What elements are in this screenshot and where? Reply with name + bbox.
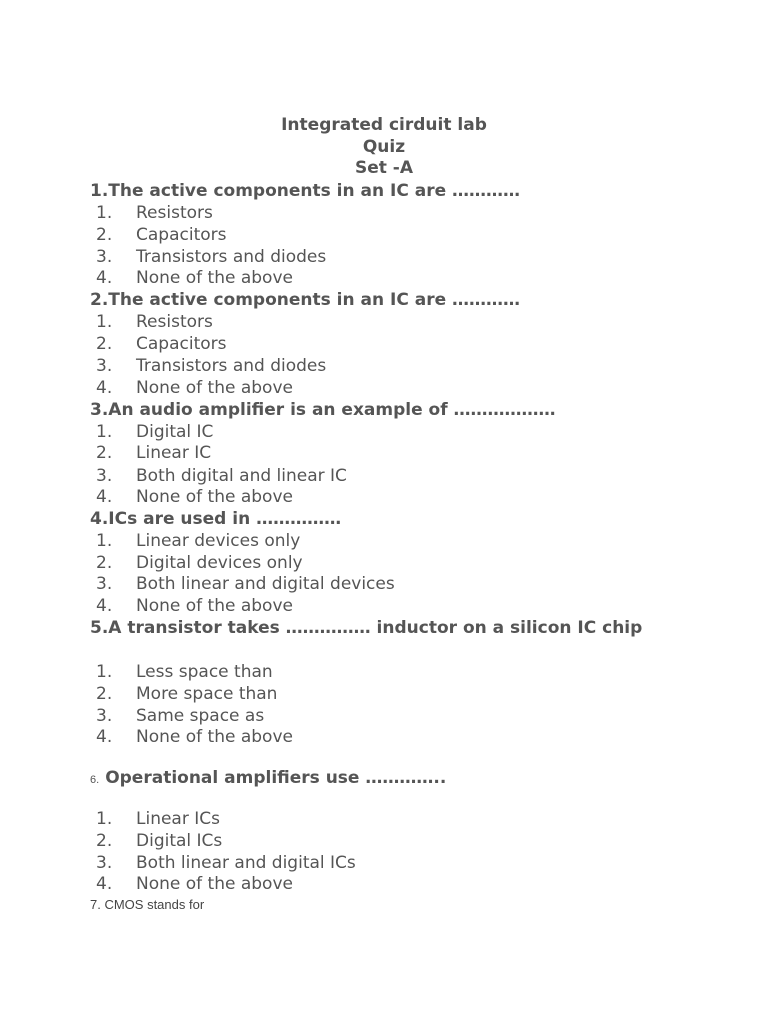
question-7: 7. CMOS stands for — [90, 897, 205, 912]
option-text: Resistors — [136, 203, 213, 223]
option-number: 4. — [96, 874, 113, 894]
option-text: Resistors — [136, 312, 213, 332]
question-3-option-3 — [96, 465, 347, 487]
question-6-option-1 — [96, 808, 220, 830]
option-number: 1. — [96, 531, 113, 551]
option-text: Linear IC — [136, 443, 212, 463]
option-number: 2. — [96, 334, 113, 354]
option-number: 4. — [96, 596, 113, 616]
question-4-option-4 — [96, 595, 293, 617]
option-number: 2. — [96, 553, 113, 573]
option-text: None of the above — [136, 596, 293, 616]
question-1-option-1 — [96, 202, 213, 224]
option-number: 4. — [96, 378, 113, 398]
option-text: None of the above — [136, 268, 293, 288]
option-text: Digital ICs — [136, 831, 223, 851]
question-5-option-2 — [96, 683, 277, 705]
option-text: Transistors and diodes — [136, 356, 327, 376]
option-text: Both linear and digital ICs — [136, 853, 356, 873]
option-text: None of the above — [136, 727, 293, 747]
question-6-text: Operational amplifiers use ………….. — [105, 768, 447, 788]
option-number: 3. — [96, 706, 113, 726]
question-6-option-2 — [96, 830, 222, 852]
option-number: 1. — [96, 662, 113, 682]
question-1-option-3 — [96, 246, 326, 268]
question-5-option-4 — [96, 726, 293, 748]
option-number: 1. — [96, 422, 113, 442]
option-number: 2. — [96, 684, 113, 704]
question-2: 2.The active components in an IC are ………… — [90, 290, 521, 310]
option-number: 2. — [96, 831, 113, 851]
option-number: 3. — [96, 574, 113, 594]
option-number: 1. — [96, 312, 113, 332]
question-6-number: 6. — [90, 774, 100, 786]
question-4-option-3 — [96, 573, 395, 595]
question-2-option-1 — [96, 311, 213, 333]
option-text: Capacitors — [136, 225, 227, 245]
question-5-option-3 — [96, 705, 264, 727]
question-1: 1.The active components in an IC are ………… — [90, 181, 521, 201]
option-text: Transistors and diodes — [136, 247, 327, 267]
document-subtitle-quiz: Quiz — [362, 137, 406, 157]
option-text: None of the above — [136, 874, 293, 894]
option-number: 2. — [96, 225, 113, 245]
question-3-option-1 — [96, 421, 213, 443]
question-6 — [90, 767, 446, 791]
option-text: Linear devices only — [136, 531, 301, 551]
question-1-option-2 — [96, 224, 226, 246]
question-5-option-1 — [96, 661, 273, 683]
question-4: 4.ICs are used in …………… — [90, 509, 342, 529]
option-number: 2. — [96, 443, 113, 463]
option-text: Linear ICs — [136, 809, 220, 829]
option-number: 3. — [96, 247, 113, 267]
option-number: 3. — [96, 356, 113, 376]
option-text: Digital devices only — [136, 553, 303, 573]
question-3: 3.An audio amplifier is an example of ……………… — [90, 400, 556, 420]
question-2-option-2 — [96, 333, 226, 355]
option-text: None of the above — [136, 487, 293, 507]
question-4-option-1 — [96, 530, 300, 552]
option-text: More space than — [136, 684, 278, 704]
option-number: 1. — [96, 809, 113, 829]
question-6-option-3 — [96, 852, 356, 874]
option-text: Digital IC — [136, 422, 214, 442]
question-4-option-2 — [96, 552, 303, 574]
document-subtitle-set: Set -A — [354, 158, 414, 178]
option-number: 4. — [96, 727, 113, 747]
question-3-option-2 — [96, 442, 211, 464]
document-title: Integrated cirduit lab — [281, 115, 487, 135]
question-3-option-4 — [96, 486, 293, 508]
question-1-option-4 — [96, 267, 293, 289]
option-text: Capacitors — [136, 334, 227, 354]
question-2-option-3 — [96, 355, 326, 377]
question-5: 5.A transistor takes …………… inductor on a silicon IC chip — [90, 618, 643, 638]
question-6-option-4 — [96, 873, 293, 895]
option-number: 1. — [96, 203, 113, 223]
option-text: Same space as — [136, 706, 265, 726]
option-text: Both linear and digital devices — [136, 574, 395, 594]
question-2-option-4 — [96, 377, 293, 399]
option-number: 3. — [96, 466, 113, 486]
option-number: 4. — [96, 268, 113, 288]
option-text: Both digital and linear IC — [136, 466, 347, 486]
option-number: 3. — [96, 853, 113, 873]
option-number: 4. — [96, 487, 113, 507]
option-text: Less space than — [136, 662, 273, 682]
option-text: None of the above — [136, 378, 293, 398]
